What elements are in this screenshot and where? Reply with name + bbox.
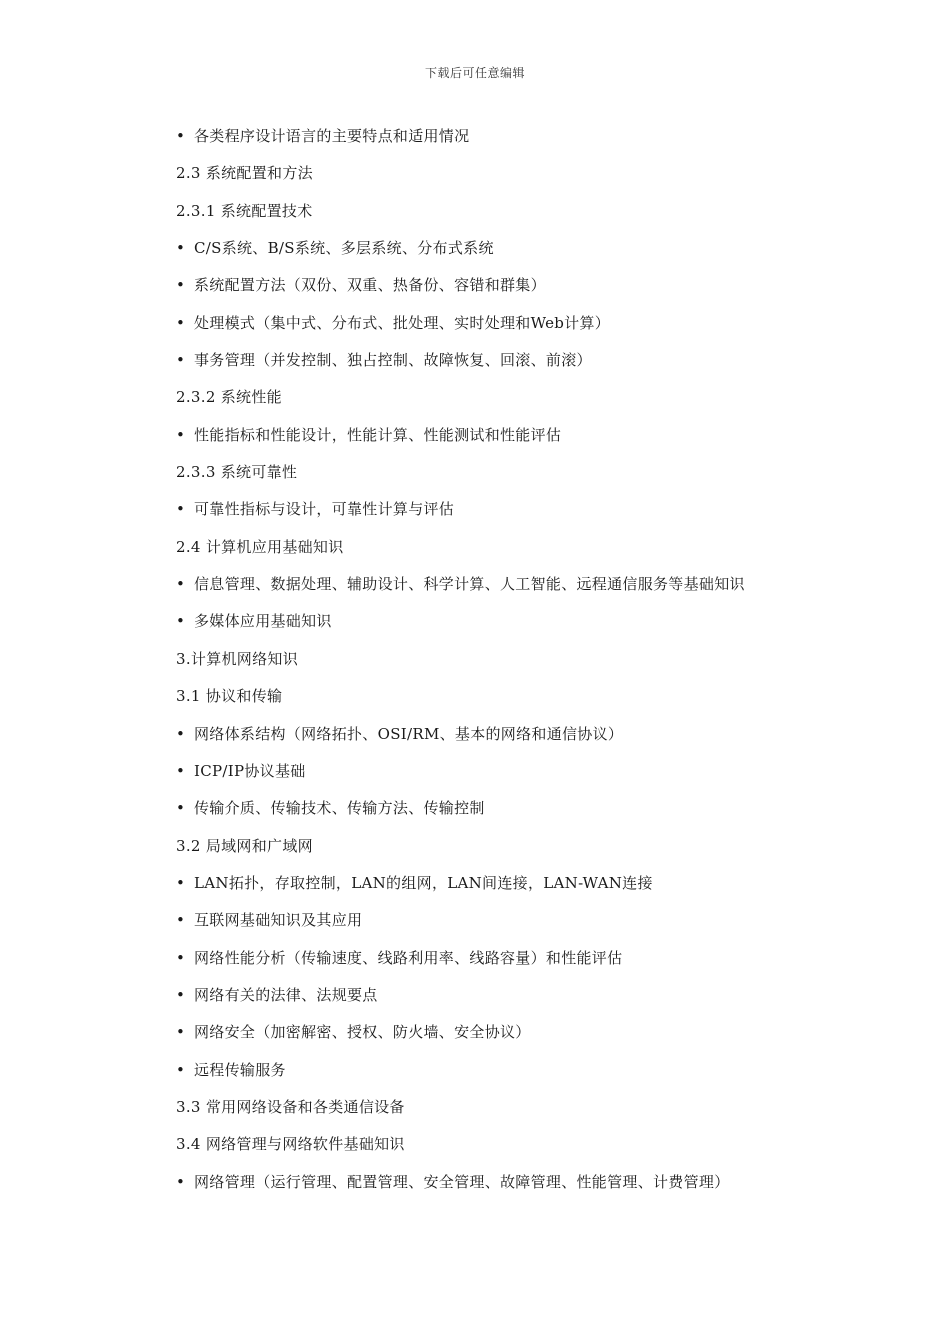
line-text: 远程传输服务 [194,1060,286,1079]
line-text: 传输介质、传输技术、传输方法、传输控制 [194,799,485,818]
list-item [176,603,876,640]
list-item [176,566,876,603]
list-item [176,305,876,342]
section-heading [176,454,876,491]
list-item [176,865,876,902]
bullet-marker: • [176,1023,186,1042]
section-heading [176,828,876,865]
bullet-marker: • [176,948,186,967]
list-item [176,1014,876,1051]
list-item [176,417,876,454]
line-text: 网络有关的法律、法规要点 [194,985,378,1004]
list-item [176,1052,876,1089]
bullet-marker: • [176,612,186,631]
line-text: 3.4 网络管理与网络软件基础知识 [176,1135,405,1154]
list-item [176,716,876,753]
section-heading [176,155,876,192]
list-item [176,753,876,790]
bullet-marker: • [176,1060,186,1079]
bullet-marker: • [176,239,186,258]
section-heading [176,641,876,678]
bullet-marker: • [176,425,186,444]
section-heading [176,1089,876,1126]
line-text: 互联网基础知识及其应用 [194,911,363,930]
line-text: ICP/IP协议基础 [194,761,306,780]
line-text: 2.3.3 系统可靠性 [176,463,298,482]
bullet-marker: • [176,911,186,930]
bullet-marker: • [176,1172,186,1191]
line-text: 系统配置方法（双份、双重、热备份、容错和群集） [194,276,546,295]
list-item [176,1164,876,1201]
list-item [176,902,876,939]
line-text: 2.3 系统配置和方法 [176,164,313,183]
line-text: 事务管理（并发控制、独占控制、故障恢复、回滚、前滚） [194,351,592,370]
section-heading [176,678,876,715]
section-heading [176,529,876,566]
bullet-marker: • [176,127,186,145]
list-item [176,267,876,304]
line-text: 2.4 计算机应用基础知识 [176,537,344,556]
page-header: 下载后可任意编辑 [424,66,525,80]
list-item [176,118,876,155]
line-text: 3.计算机网络知识 [176,649,299,668]
line-text: 3.2 局域网和广域网 [176,836,313,855]
list-item [176,790,876,827]
list-item [176,342,876,379]
bullet-marker: • [176,761,186,780]
line-text: 性能指标和性能设计，性能计算、性能测试和性能评估 [194,425,562,444]
list-item [176,491,876,528]
bullet-marker: • [176,985,186,1004]
line-text: 各类程序设计语言的主要特点和适用情况 [194,127,470,145]
bullet-marker: • [176,575,186,594]
section-heading [176,1126,876,1163]
bullet-marker: • [176,500,186,519]
line-text: 处理模式（集中式、分布式、批处理、实时处理和Web计算） [194,313,611,332]
line-text: 信息管理、数据处理、辅助设计、科学计算、人工智能、远程通信服务等基础知识 [194,575,745,594]
bullet-marker: • [176,313,186,332]
bullet-marker: • [176,351,186,370]
line-text: 2.3.1 系统配置技术 [176,201,313,220]
bullet-marker: • [176,873,186,892]
line-text: 2.3.2 系统性能 [176,388,282,407]
document-body [176,118,876,1201]
line-text: 可靠性指标与设计，可靠性计算与评估 [194,500,455,519]
line-text: 网络管理（运行管理、配置管理、安全管理、故障管理、性能管理、计费管理） [194,1172,730,1191]
line-text: 网络安全（加密解密、授权、防火墙、安全协议） [194,1023,531,1042]
bullet-marker: • [176,724,186,743]
line-text: 3.3 常用网络设备和各类通信设备 [176,1097,405,1116]
line-text: 3.1 协议和传输 [176,687,283,706]
line-text: 网络体系结构（网络拓扑、OSI/RM、基本的网络和通信协议） [194,724,624,743]
bullet-marker: • [176,276,186,295]
line-text: C/S系统、B/S系统、多层系统、分布式系统 [194,239,494,258]
list-item [176,977,876,1014]
line-text: 网络性能分析（传输速度、线路利用率、线路容量）和性能评估 [194,948,623,967]
line-text: LAN拓扑，存取控制，LAN的组网，LAN间连接，LAN-WAN连接 [194,873,653,892]
section-heading [176,193,876,230]
bullet-marker: • [176,799,186,818]
list-item [176,940,876,977]
line-text: 多媒体应用基础知识 [194,612,332,631]
section-heading [176,379,876,416]
list-item [176,230,876,267]
